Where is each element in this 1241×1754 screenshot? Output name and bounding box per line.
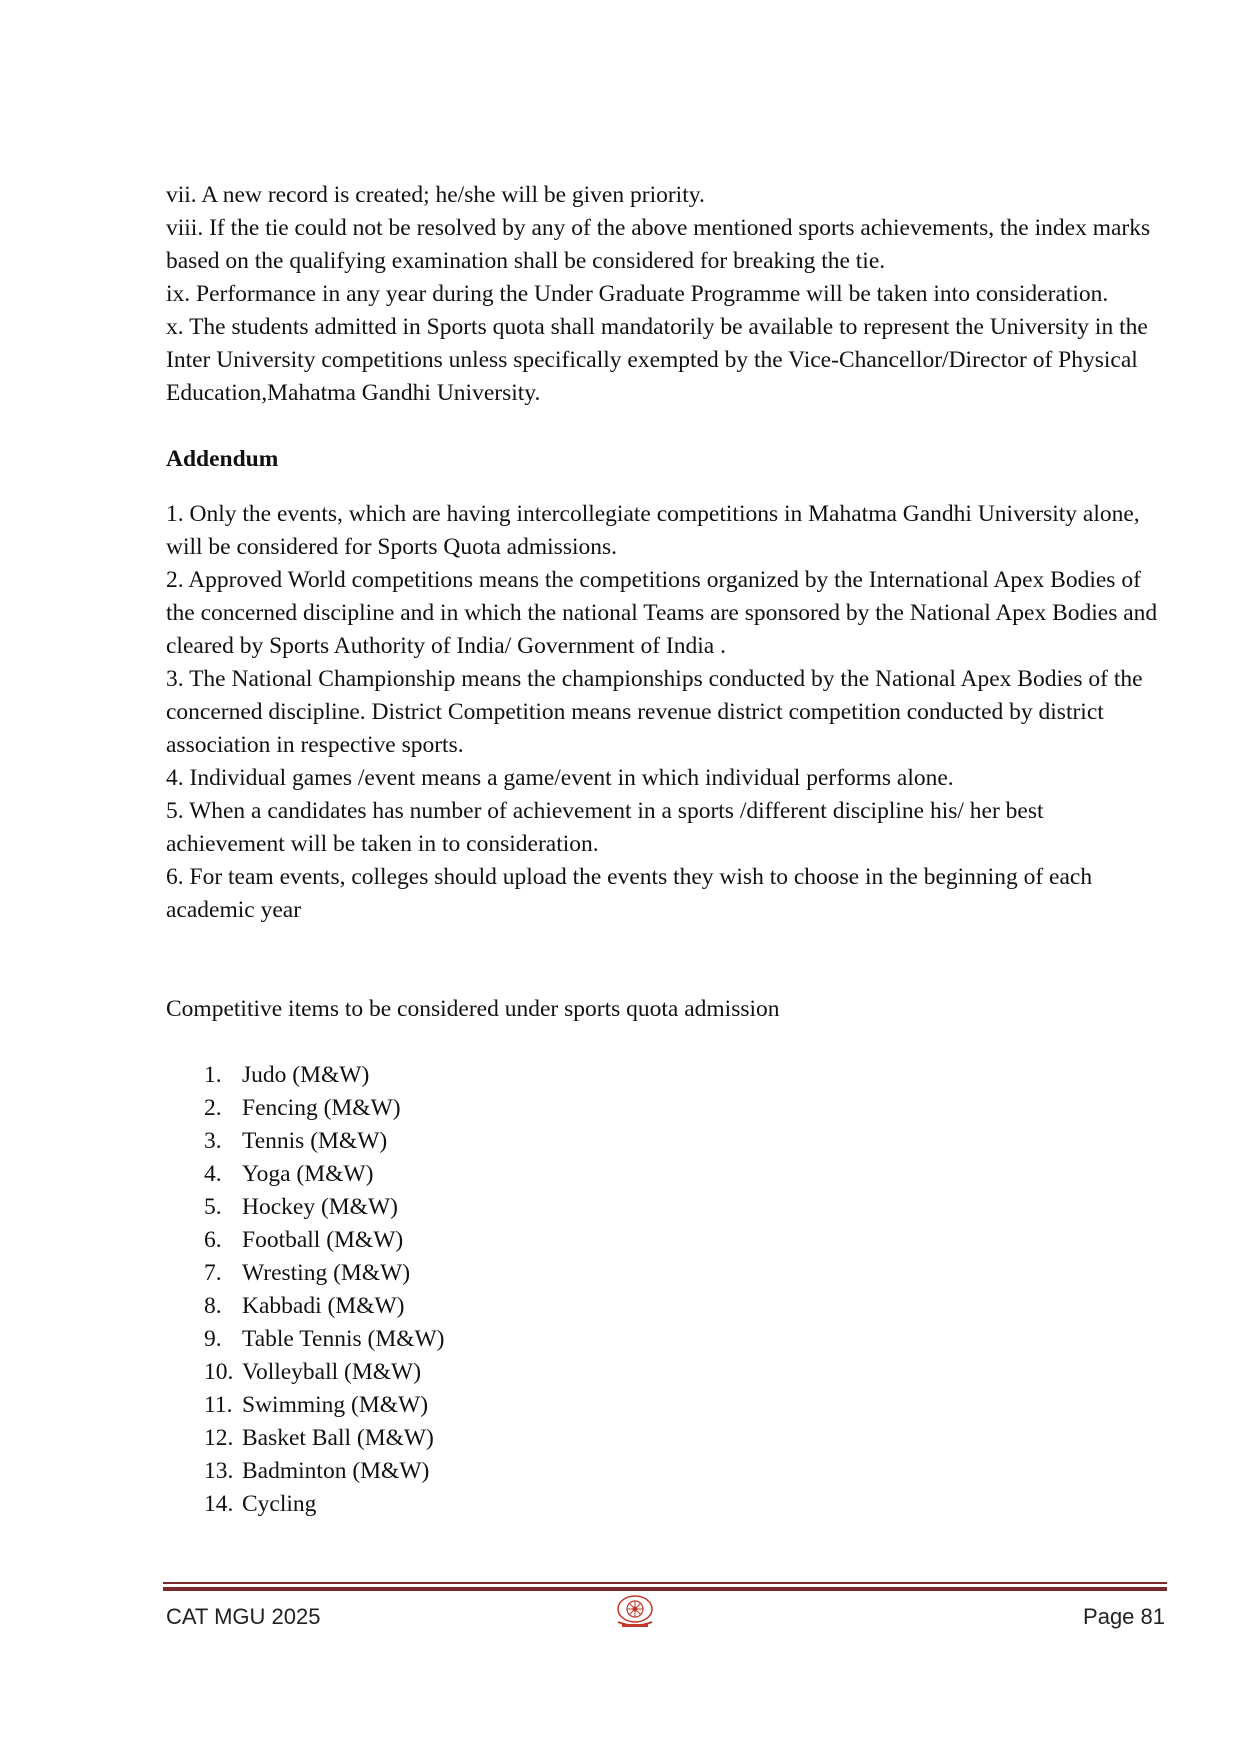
paragraph-ix: ix. Performance in any year during the Under Graduate Programme will be taken into consideration.: [166, 281, 1109, 307]
list-item-label: Fencing (M&W): [242, 1095, 401, 1121]
list-item-number: 5.: [204, 1194, 222, 1220]
list-item-label: Table Tennis (M&W): [242, 1326, 445, 1352]
paragraph-viii: viii. If the tie could not be resolved by any of the above mentioned sports achievements, the index marks based on the qualifying examination shall be considered for breaking the tie.: [166, 215, 1151, 274]
paragraph-x: x. The students admitted in Sports quota shall mandatorily be available to represent the University in the Inter University competitions unless specifically exempted by the Vice-Chancellor/Director of Physical Education,Mahatma Gandhi University.: [166, 314, 1148, 406]
list-item-label: Football (M&W): [242, 1227, 404, 1253]
list-item: [204, 1290, 1162, 1323]
list-item-label: Basket Ball (M&W): [242, 1425, 434, 1451]
list-item: [204, 1158, 1162, 1191]
list-item-number: 8.: [204, 1293, 222, 1319]
list-item: [204, 1224, 1162, 1257]
list-item-label: Tennis (M&W): [242, 1128, 388, 1154]
addendum-item-1: 1. Only the events, which are having intercollegiate competitions in Mahatma Gandhi University alone, will be considered for Sports Quota admissions.: [166, 501, 1140, 560]
competitive-items-intro: Competitive items to be considered under sports quota admission: [166, 996, 780, 1022]
page-content: [166, 179, 1162, 1521]
list-item-number: 3.: [204, 1128, 222, 1154]
university-emblem-icon: [612, 1593, 658, 1629]
list-item-label: Hockey (M&W): [242, 1194, 398, 1220]
list-item-number: 1.: [204, 1062, 222, 1088]
list-item-label: Wresting (M&W): [242, 1260, 411, 1286]
footer-divider-thick: [163, 1587, 1167, 1591]
list-item-number: 4.: [204, 1161, 222, 1187]
list-item: [204, 1092, 1162, 1125]
list-item: [204, 1389, 1162, 1422]
list-item: [204, 1191, 1162, 1224]
footer-title: CAT MGU 2025: [166, 1604, 321, 1629]
addendum-item-3: 3. The National Championship means the championships conducted by the National Apex Bodies of the concerned discipline. District Competition means revenue district competition conducted by district association in respective sports.: [166, 666, 1143, 758]
list-item-label: Volleyball (M&W): [242, 1359, 422, 1385]
list-item: [204, 1257, 1162, 1290]
list-item: [204, 1422, 1162, 1455]
list-item: [204, 1488, 1162, 1521]
list-item: [204, 1125, 1162, 1158]
addendum-item-4: 4. Individual games /event means a game/event in which individual performs alone.: [166, 765, 954, 791]
page-number: Page 81: [1083, 1604, 1165, 1629]
addendum-item-5: 5. When a candidates has number of achievement in a sports /different discipline his/ her best achievement will be taken in to consideration.: [166, 798, 1044, 857]
list-item-number: 7.: [204, 1260, 222, 1286]
addendum-heading: Addendum: [166, 446, 279, 472]
list-item-label: Badminton (M&W): [242, 1458, 430, 1484]
addendum-item-6: 6. For team events, colleges should upload the events they wish to choose in the beginning of each academic year: [166, 864, 1093, 923]
list-item-label: Judo (M&W): [242, 1062, 370, 1088]
list-item-number: 11.: [204, 1392, 233, 1418]
addendum-item-2: 2. Approved World competitions means the competitions organized by the International Apex Bodies of the concerned discipline and in which the national Teams are sponsored by the National Apex Bodies and cleared by Sports Authority of India/ Government of India .: [166, 567, 1158, 659]
list-item-number: 6.: [204, 1227, 222, 1253]
list-item: [204, 1356, 1162, 1389]
list-item-number: 14.: [204, 1491, 234, 1517]
list-item-label: Cycling: [242, 1491, 317, 1517]
list-item-number: 13.: [204, 1458, 234, 1484]
sports-list: [166, 1059, 1162, 1521]
list-item-number: 12.: [204, 1425, 234, 1451]
list-item: [204, 1455, 1162, 1488]
paragraph-vii: vii. A new record is created; he/she will be given priority.: [166, 182, 705, 208]
list-item-number: 9.: [204, 1326, 222, 1352]
list-item: [204, 1323, 1162, 1356]
list-item-label: Swimming (M&W): [242, 1392, 429, 1418]
list-item-number: 10.: [204, 1359, 234, 1385]
footer-divider-thin: [163, 1582, 1167, 1584]
list-item-number: 2.: [204, 1095, 222, 1121]
list-item: [204, 1059, 1162, 1092]
list-item-label: Kabbadi (M&W): [242, 1293, 405, 1319]
list-item-label: Yoga (M&W): [242, 1161, 374, 1187]
